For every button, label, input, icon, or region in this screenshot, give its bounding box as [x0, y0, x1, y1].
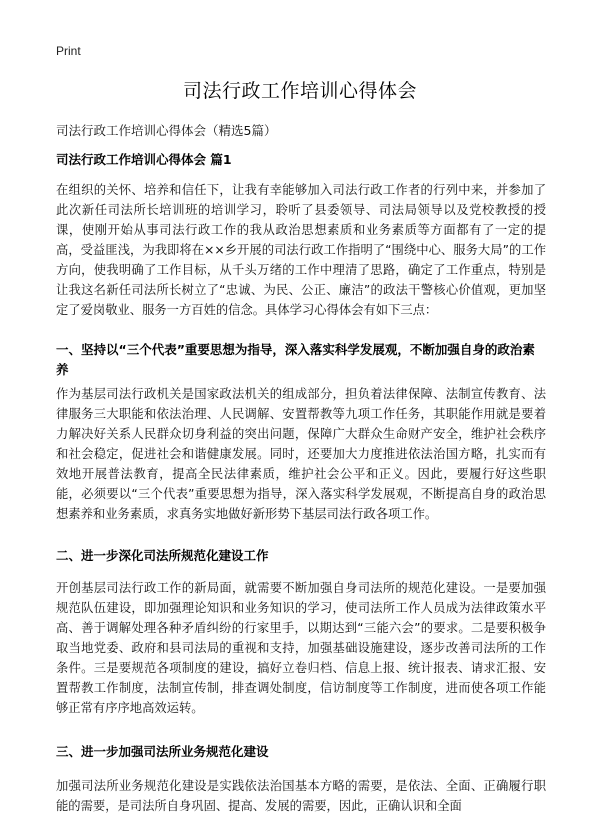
paragraph-intro: 在组织的关怀、培养和信任下，让我有幸能够加入司法行政工作者的行列中来，并参加了此次新任司法所长培训班的培训学习，聆听了县委领导、司法局领导以及党校教授的授课，使刚开始从事司法行政工作的我从政治思想素质和业务素质等方面都有了一定的提高，受益匪浅，为我即将在××乡开展的司法行政工作指明了“围绕中心、服务大局”的工作方向，使我明确了工作目标，从千头万绪的工作中理清了思路，确定了工作重点，特别是让我这名新任司法所长树立了“忠诚、为民、公正、廉洁”的政法干警核心价值观，更加坚定了爱岗敬业、服务一方百姓的信念。具体学习心得体会有如下三点： — [56, 183, 546, 317]
paragraph-section-1: 作为基层司法行政机关是国家政法机关的组成部分，担负着法律保障、法制宣传教育、法律服务三大职能和依法治理、人民调解、安置帮教等九项工作任务，其职能作用就是要着力解决好关系人民群众切身利益的突出问题，保障广大群众生命财产安全，维护社会秩序和社会稳定，促进社会和谐健康发展。同时，还要加大力度推进依法治国方略，扎实而有效地开展普法教育，提高全民法律素质，维护社会公平和正义。因此，要履行好这些职能，必须要以“三个代表”重要思想为指导，深入落实科学发展观，不断提高自身的政治思想素养和业务素质，求真务实地做好新形势下基层司法行政各项工作。 — [56, 387, 546, 521]
section-heading-3: 三、进一步加强司法所业务规范化建设 — [56, 744, 269, 759]
section-heading-2: 二、进一步深化司法所规范化建设工作 — [56, 548, 269, 563]
paragraph-section-3: 加强司法所业务规范化建设是实践依法治国基本方略的需要，是依法、全面、正确履行职能的需要，是司法所自身巩固、提高、发展的需要，因此，正确认识和全面 — [56, 779, 546, 813]
paragraph-section-2: 开创基层司法行政工作的新局面，就需要不断加强自身司法所的规范化建设。一是要加强规范队伍建设，即加强理论知识和业务知识的学习，使司法所工作人员成为法律政策水平高、善于调解处理各种矛盾纠纷的行家里手，以期达到“三能六会”的要求。二是要积极争取当地党委、政府和县司法局的重视和支持，加强基础设施建设，逐步改善司法所的工作条件。三是要规范各项制度的建设，搞好立卷归档、信息上报、统计报表、请求汇报、安置帮教工作制度，法制宣传制，排查调处制度，信访制度等工作制度，进而使各项工作能够正常有序序地高效运转。 — [56, 581, 546, 715]
page-title: 司法行政工作培训心得体会 — [182, 80, 417, 102]
document-subtitle: 司法行政工作培训心得体会（精选5篇） — [56, 123, 277, 138]
article-heading: 司法行政工作培训心得体会 篇1 — [56, 152, 232, 167]
section-heading-1: 一、坚持以“三个代表”重要思想为指导，深入落实科学发展观，不断加强自身的政治素养 — [56, 342, 535, 377]
print-link[interactable]: Print — [56, 44, 81, 58]
